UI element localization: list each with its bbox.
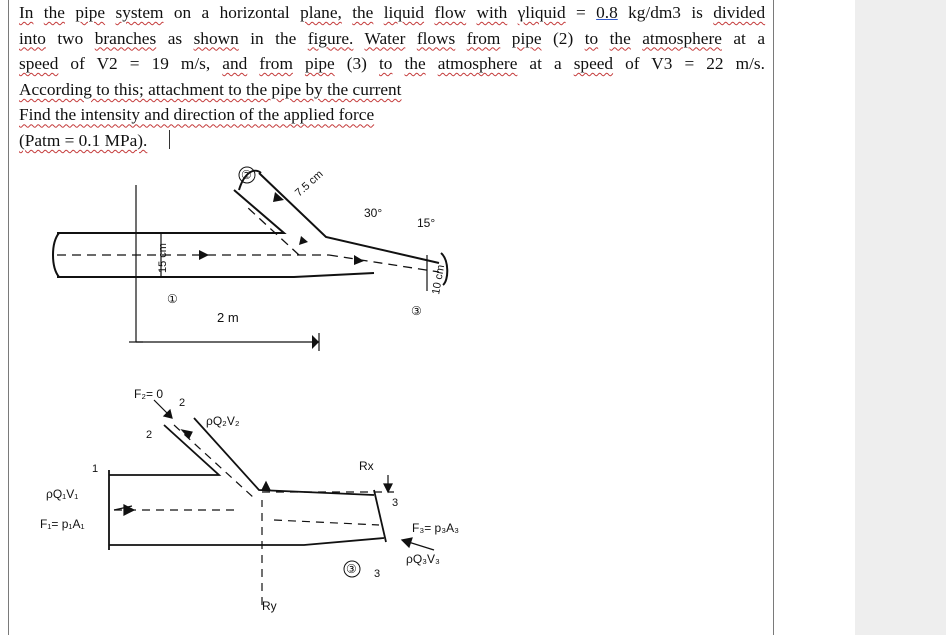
label-pipe3: ③ <box>411 304 422 318</box>
document-page <box>8 0 774 635</box>
pipe-system-figure <box>29 155 479 355</box>
label-ry: Ry <box>262 599 277 613</box>
label-rx: Rx <box>359 459 374 473</box>
problem-line-6: (Patm = 0.1 MPa). <box>19 128 765 154</box>
control-volume-figure <box>34 380 464 620</box>
label-momentum1: ρQ₁V₁ <box>46 487 79 501</box>
label-f3: F₃= p₃A₃ <box>412 521 460 535</box>
label-f2: F₂= 0 <box>134 387 164 401</box>
label-sec3-right: 3 <box>392 497 399 509</box>
label-momentum2: ρQ₂V₂ <box>206 414 240 428</box>
problem-line-3: speed of V2 = 19 m/s, and from pipe (3) to the atmosphere at a speed of V3 = 22 m/s. <box>19 54 765 74</box>
pipe-outline <box>53 171 447 285</box>
label-momentum3: ρQ₃V₃ <box>406 552 440 566</box>
label-d2: 7.5 cm <box>292 168 326 200</box>
problem-line-4: According to this; attachment to the pipe by the current <box>19 79 402 99</box>
label-angle-30: 30° <box>364 206 383 220</box>
label-sec2-left: 2 <box>146 429 153 441</box>
dimension-lines <box>129 185 427 351</box>
label-sec2-top: 2 <box>179 397 186 409</box>
label-d1: 15 cm <box>157 243 169 273</box>
label-pipe1: ① <box>167 292 178 306</box>
problem-line-5: Find the intensity and direction of the applied force <box>19 105 375 125</box>
problem-line-1: In the pipe system on a horizontal plane, the liquid flow with γliquid = 0.8 kg/dm3 is divided <box>19 3 766 22</box>
problem-line-2: into two branches as shown in the figure. Water flows from pipe (2) to the atmosphere at a <box>19 28 766 48</box>
text-caret <box>169 130 170 149</box>
label-pipe2: ② <box>241 168 252 182</box>
side-panel <box>855 0 946 635</box>
label-sec3-bottom: 3 <box>374 568 381 580</box>
flow-arrows <box>199 192 364 349</box>
label-f1: F₁= p₁A₁ <box>40 517 85 531</box>
label-pipe3-bottom: ③ <box>346 562 357 576</box>
label-sec1: 1 <box>92 463 99 475</box>
label-length: 2 m <box>217 310 239 325</box>
cv-centerlines <box>114 425 394 605</box>
problem-statement[interactable] <box>19 0 765 154</box>
label-angle-15: 15° <box>417 216 436 230</box>
label-d3: 10 cm <box>430 263 448 296</box>
